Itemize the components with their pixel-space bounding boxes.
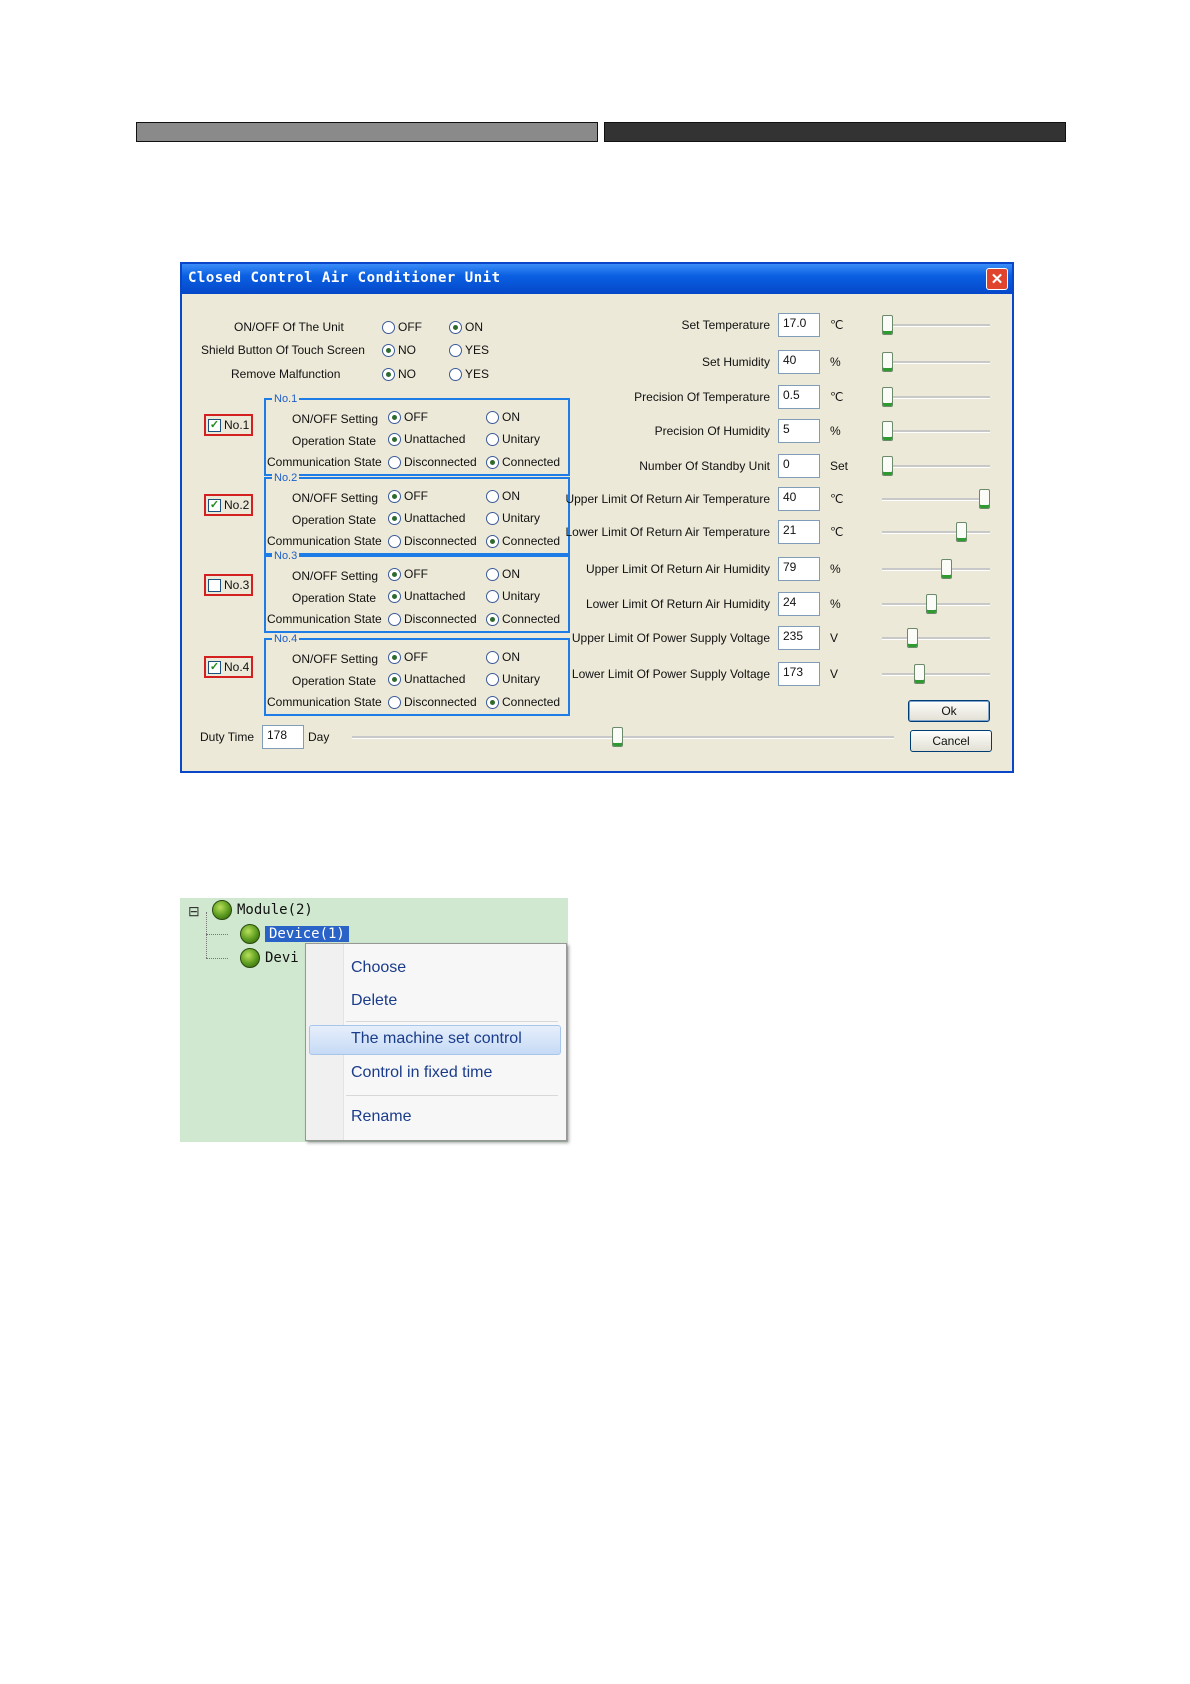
unit-off-radio[interactable]: OFF bbox=[382, 320, 422, 334]
tree-node-module[interactable]: Module(2) bbox=[212, 900, 313, 920]
menu-separator bbox=[346, 1021, 558, 1022]
param-unit: % bbox=[830, 597, 841, 611]
param-slider-track[interactable] bbox=[882, 361, 990, 364]
param-label: Precision Of Temperature bbox=[634, 390, 770, 404]
operation-state-label: Operation State bbox=[292, 513, 377, 527]
communication-connected-radio[interactable]: Connected bbox=[486, 534, 560, 548]
param-slider-thumb[interactable] bbox=[926, 594, 937, 614]
collapse-icon[interactable]: ⊟ bbox=[188, 903, 200, 919]
param-unit: V bbox=[830, 667, 839, 681]
header-bar-left bbox=[136, 122, 598, 142]
unit-4-checkbox[interactable]: ✓ No.4 bbox=[204, 656, 253, 678]
operation-state-label: Operation State bbox=[292, 674, 377, 688]
param-label: Upper Limit Of Return Air Humidity bbox=[585, 562, 770, 576]
unit-onoff-label: ON/OFF Of The Unit bbox=[234, 320, 344, 334]
operation-state-label: Operation State bbox=[292, 434, 377, 448]
remove-malfunction-label: Remove Malfunction bbox=[231, 367, 341, 381]
menu-separator bbox=[346, 1095, 558, 1096]
shield-button-label: Shield Button Of Touch Screen bbox=[201, 343, 365, 357]
unit-2-checkbox[interactable]: ✓ No.2 bbox=[204, 494, 253, 516]
menu-item-fixed-time-control[interactable]: Control in fixed time bbox=[351, 1064, 493, 1081]
param-slider-thumb[interactable] bbox=[941, 559, 952, 579]
param-slider-thumb[interactable] bbox=[882, 352, 893, 372]
dialog-title: Closed Control Air Conditioner Unit bbox=[188, 270, 501, 286]
onoff-on-radio[interactable]: ON bbox=[486, 650, 520, 664]
param-slider-track[interactable] bbox=[882, 465, 990, 468]
communication-connected-radio[interactable]: Connected bbox=[486, 612, 560, 626]
unit-1-group bbox=[264, 393, 570, 476]
tree-line bbox=[206, 958, 228, 959]
param-unit: ℃ bbox=[830, 492, 844, 506]
dialog-window bbox=[180, 262, 1014, 773]
param-label: Lower Limit Of Return Air Humidity bbox=[585, 597, 770, 611]
param-label: Set Temperature bbox=[681, 318, 770, 332]
tree-line bbox=[206, 912, 208, 958]
param-label: Lower Limit Of Power Supply Voltage bbox=[571, 667, 770, 681]
param-label: Set Humidity bbox=[701, 355, 770, 369]
duty-time-slider-thumb[interactable] bbox=[612, 727, 623, 747]
param-unit: Set bbox=[830, 459, 849, 473]
param-slider-thumb[interactable] bbox=[882, 315, 893, 335]
communication-state-label: Communication State bbox=[267, 534, 382, 548]
checkbox-icon: ✓ bbox=[209, 498, 220, 511]
malfunction-no-radio[interactable]: NO bbox=[382, 367, 416, 381]
param-input[interactable]: 40 bbox=[778, 350, 820, 374]
param-input[interactable]: 5 bbox=[778, 419, 820, 443]
tree-node-device-2[interactable]: Devi bbox=[240, 948, 299, 968]
param-label: Lower Limit Of Return Air Temperature bbox=[565, 525, 770, 539]
communication-disconnected-radio[interactable]: Disconnected bbox=[388, 455, 477, 469]
param-unit: V bbox=[830, 631, 839, 645]
onoff-on-radio[interactable]: ON bbox=[486, 410, 520, 424]
shield-yes-radio[interactable]: YES bbox=[449, 343, 489, 357]
onoff-setting-label: ON/OFF Setting bbox=[292, 652, 379, 666]
duty-time-label: Duty Time bbox=[200, 730, 255, 744]
communication-state-label: Communication State bbox=[267, 612, 382, 626]
param-label: Precision Of Humidity bbox=[654, 424, 770, 438]
checkbox-icon bbox=[208, 579, 221, 592]
unit-group-title: No.1 bbox=[274, 393, 298, 405]
operation-unitary-radio[interactable]: Unitary bbox=[486, 589, 540, 603]
unit-1-checkbox[interactable]: ✓ No.1 bbox=[204, 414, 253, 436]
communication-connected-radio[interactable]: Connected bbox=[486, 695, 560, 709]
param-slider-thumb[interactable] bbox=[882, 456, 893, 476]
header-bar-right bbox=[604, 122, 1066, 142]
param-slider-track[interactable] bbox=[882, 430, 990, 433]
menu-item-rename[interactable]: Rename bbox=[351, 1108, 412, 1125]
communication-disconnected-radio[interactable]: Disconnected bbox=[388, 534, 477, 548]
unit-group-title: No.4 bbox=[274, 633, 298, 645]
param-slider-track[interactable] bbox=[882, 568, 990, 571]
unit-3-checkbox[interactable]: No.3 bbox=[204, 574, 253, 596]
param-unit: % bbox=[830, 562, 841, 576]
param-input[interactable]: 0 bbox=[778, 454, 820, 478]
onoff-setting-label: ON/OFF Setting bbox=[292, 491, 379, 505]
operation-unattached-radio[interactable]: Unattached bbox=[388, 589, 465, 603]
duty-time-input[interactable]: 178 bbox=[262, 725, 304, 749]
checkbox-icon: ✓ bbox=[209, 418, 220, 431]
operation-unattached-radio[interactable]: Unattached bbox=[388, 511, 465, 525]
menu-item-machine-set-control[interactable]: The machine set control bbox=[351, 1030, 522, 1047]
dialog-titlebar[interactable] bbox=[182, 264, 1012, 294]
param-label: Upper Limit Of Power Supply Voltage bbox=[571, 631, 770, 645]
operation-unattached-radio[interactable]: Unattached bbox=[388, 432, 465, 446]
unit-3-group bbox=[264, 550, 570, 633]
param-input[interactable]: 24 bbox=[778, 592, 820, 616]
duty-time-slider-track[interactable] bbox=[352, 736, 894, 739]
param-unit: % bbox=[830, 424, 841, 438]
param-input[interactable]: 21 bbox=[778, 520, 820, 544]
ok-button[interactable]: Ok bbox=[908, 700, 990, 722]
param-unit: ℃ bbox=[830, 390, 844, 404]
onoff-setting-label: ON/OFF Setting bbox=[292, 412, 379, 426]
param-input[interactable]: 0.5 bbox=[778, 385, 820, 409]
param-slider-thumb[interactable] bbox=[914, 664, 925, 684]
param-unit: ℃ bbox=[830, 525, 844, 539]
param-slider-track[interactable] bbox=[882, 531, 990, 534]
param-input[interactable]: 79 bbox=[778, 557, 820, 581]
param-slider-thumb[interactable] bbox=[882, 387, 893, 407]
communication-state-label: Communication State bbox=[267, 695, 382, 709]
param-label: Number Of Standby Unit bbox=[639, 459, 770, 473]
param-input[interactable]: 40 bbox=[778, 487, 820, 511]
unit-group-title: No.2 bbox=[274, 472, 298, 484]
param-label: Upper Limit Of Return Air Temperature bbox=[565, 492, 770, 506]
onoff-off-radio[interactable]: OFF bbox=[388, 567, 428, 581]
param-slider-track[interactable] bbox=[882, 673, 990, 676]
param-slider-track[interactable] bbox=[882, 498, 990, 501]
close-icon[interactable]: ✕ bbox=[986, 268, 1008, 290]
param-slider-track[interactable] bbox=[882, 324, 990, 327]
unit-2-group bbox=[264, 472, 570, 555]
menu-item-delete[interactable]: Delete bbox=[351, 992, 398, 1009]
menu-item-choose[interactable]: Choose bbox=[351, 959, 407, 976]
onoff-off-radio[interactable]: OFF bbox=[388, 650, 428, 664]
param-unit: % bbox=[830, 355, 841, 369]
onoff-off-radio[interactable]: OFF bbox=[388, 410, 428, 424]
operation-unitary-radio[interactable]: Unitary bbox=[486, 672, 540, 686]
onoff-off-radio[interactable]: OFF bbox=[388, 489, 428, 503]
communication-state-label: Communication State bbox=[267, 455, 382, 469]
cancel-button[interactable]: Cancel bbox=[910, 730, 992, 752]
param-slider-track[interactable] bbox=[882, 637, 990, 640]
communication-disconnected-radio[interactable]: Disconnected bbox=[388, 695, 477, 709]
tree-line bbox=[206, 934, 228, 935]
checkbox-icon: ✓ bbox=[209, 660, 220, 673]
status-ball-icon bbox=[212, 900, 232, 920]
shield-no-radio[interactable]: NO bbox=[382, 343, 416, 357]
param-input[interactable]: 173 bbox=[778, 662, 820, 686]
malfunction-yes-radio[interactable]: YES bbox=[449, 367, 489, 381]
communication-disconnected-radio[interactable]: Disconnected bbox=[388, 612, 477, 626]
duty-time-unit: Day bbox=[308, 730, 330, 744]
param-slider-track[interactable] bbox=[882, 396, 990, 399]
onoff-on-radio[interactable]: ON bbox=[486, 567, 520, 581]
param-unit: ℃ bbox=[830, 318, 844, 332]
unit-4-group bbox=[264, 633, 570, 716]
param-slider-thumb[interactable] bbox=[907, 628, 918, 648]
onoff-on-radio[interactable]: ON bbox=[486, 489, 520, 503]
operation-unitary-radio[interactable]: Unitary bbox=[486, 432, 540, 446]
context-menu bbox=[305, 943, 567, 1141]
param-input[interactable]: 17.0 bbox=[778, 313, 820, 337]
operation-unitary-radio[interactable]: Unitary bbox=[486, 511, 540, 525]
status-ball-icon bbox=[240, 924, 260, 944]
operation-state-label: Operation State bbox=[292, 591, 377, 605]
tree-node-device-1[interactable]: Device(1) bbox=[240, 924, 349, 944]
param-input[interactable]: 235 bbox=[778, 626, 820, 650]
status-ball-icon bbox=[240, 948, 260, 968]
param-slider-thumb[interactable] bbox=[882, 421, 893, 441]
param-slider-thumb[interactable] bbox=[956, 522, 967, 542]
operation-unattached-radio[interactable]: Unattached bbox=[388, 672, 465, 686]
unit-on-radio[interactable]: ON bbox=[449, 320, 483, 334]
param-slider-thumb[interactable] bbox=[979, 489, 990, 509]
unit-group-title: No.3 bbox=[274, 550, 298, 562]
onoff-setting-label: ON/OFF Setting bbox=[292, 569, 379, 583]
communication-connected-radio[interactable]: Connected bbox=[486, 455, 560, 469]
